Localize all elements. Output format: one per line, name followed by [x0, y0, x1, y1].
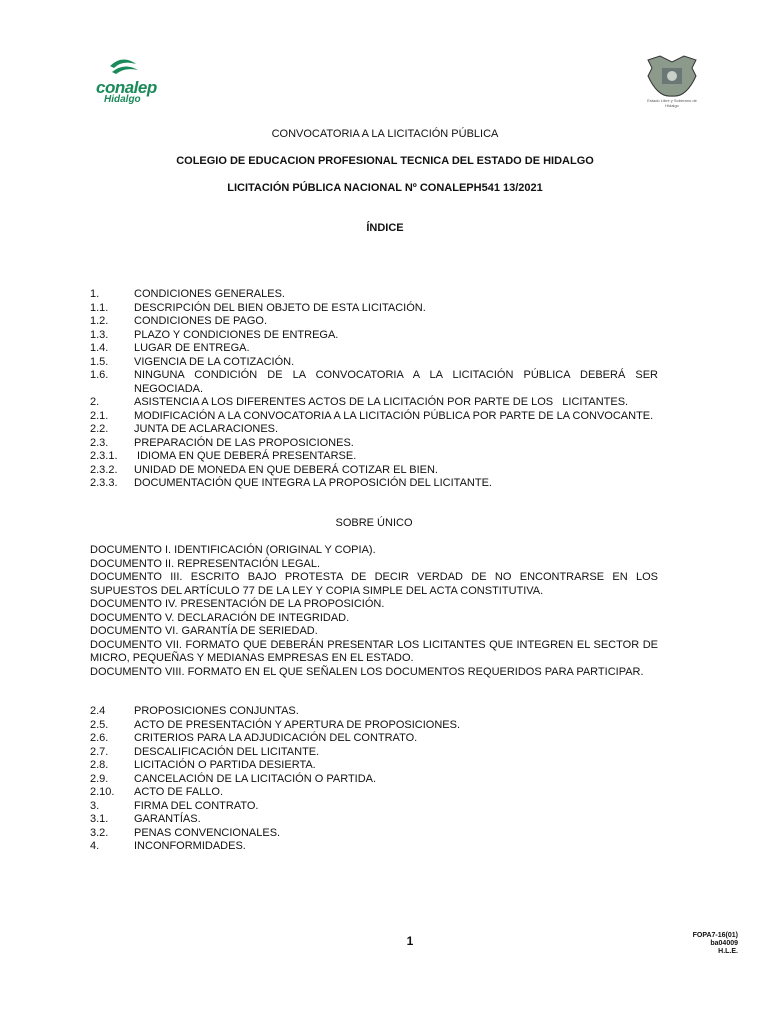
index-number: 2.8.: [90, 759, 109, 771]
logo-brand-text: conalep: [96, 78, 157, 97]
index-number: 3.: [90, 799, 100, 812]
index-number: 3.2.: [90, 826, 109, 839]
index-text: LICITACIÓN O PARTIDA DESIERTA.: [134, 759, 316, 771]
index-item: [90, 369, 658, 396]
index-number: 2.3.2.: [90, 463, 118, 476]
index-text: DOCUMENTACIÓN QUE INTEGRA LA PROPOSICIÓN DEL LICITANTE.: [134, 477, 492, 489]
hidalgo-seal-icon: [640, 54, 704, 98]
index-text: FIRMA DEL CONTRATO.: [134, 799, 259, 812]
index-item: [90, 356, 658, 370]
index-item: [90, 437, 658, 451]
index-text: PENAS CONVENCIONALES.: [134, 826, 281, 839]
index-item: [90, 464, 658, 478]
form-code-line: ba04009: [710, 940, 738, 947]
licitacion-number: LICITACIÓN PÚBLICA NACIONAL Nº CONALEPH541 13/2021: [227, 182, 543, 194]
index-item: [90, 800, 658, 814]
index-text: NINGUNA CONDICIÓN DE LA CONVOCATORIA A LA LICITACIÓN PÚBLICA DEBERÁ SER NEGOCIADA.: [134, 369, 658, 395]
document-item: DOCUMENTO I. IDENTIFICACIÓN (ORIGINAL Y COPIA).: [90, 544, 376, 556]
index-number: 4.: [90, 840, 100, 852]
index-item: [90, 315, 658, 329]
index-number: 2.3.3.: [90, 477, 118, 489]
index-text: IDIOMA EN QUE DEBERÁ PRESENTARSE.: [134, 450, 357, 462]
index-text: JUNTA DE ACLARACIONES.: [134, 423, 279, 435]
document-item: DOCUMENTO II. REPRESENTACIÓN LEGAL.: [90, 557, 321, 570]
index-item: [90, 786, 658, 800]
index-item: [90, 746, 658, 760]
index-list-part2: [90, 705, 658, 854]
sobre-heading: SOBRE ÚNICO: [335, 517, 413, 529]
form-code-line: H.L.E.: [718, 948, 738, 955]
index-number: 1.1.: [90, 301, 109, 314]
index-text: VIGENCIA DE LA COTIZACIÓN.: [134, 355, 295, 368]
index-text: ASISTENCIA A LOS DIFERENTES ACTOS DE LA LICITACIÓN POR PARTE DE LOS LICITANTES.: [134, 396, 629, 408]
index-text: DESCALIFICACIÓN DEL LICITANTE.: [134, 745, 320, 758]
index-number: 2.7.: [90, 745, 109, 758]
index-number: 2.1.: [90, 409, 109, 422]
index-text: ACTO DE FALLO.: [134, 786, 224, 798]
index-number: 2.3.: [90, 436, 109, 449]
index-text: CONDICIONES DE PAGO.: [134, 315, 268, 327]
index-text: PROPOSICIONES CONJUNTAS.: [134, 705, 299, 717]
index-item: [90, 813, 658, 827]
index-item: [90, 450, 658, 464]
index-text: PLAZO Y CONDICIONES DE ENTREGA.: [134, 328, 339, 341]
seal-caption: Estado Libre y Soberano de Hidalgo: [647, 98, 697, 108]
index-item: [90, 759, 658, 773]
index-list-part1: [90, 288, 658, 491]
state-seal-logo: [640, 54, 704, 118]
index-text: ACTO DE PRESENTACIÓN Y APERTURA DE PROPOSICIONES.: [134, 718, 461, 731]
index-text: UNIDAD DE MONEDA EN QUE DEBERÁ COTIZAR EL BIEN.: [134, 463, 438, 476]
document-item: DOCUMENTO VIII. FORMATO EN EL QUE SEÑALEN LOS DOCUMENTOS REQUERIDOS PARA PARTICIPAR.: [90, 665, 644, 678]
index-item: [90, 302, 658, 316]
conalep-logo: [92, 56, 162, 106]
index-number: 2.6.: [90, 732, 109, 744]
index-item: [90, 840, 658, 854]
index-item: [90, 410, 658, 424]
index-number: 1.3.: [90, 328, 109, 341]
index-number: 3.1.: [90, 813, 109, 825]
index-item: [90, 342, 658, 356]
index-number: 1.6.: [90, 369, 109, 381]
index-number: 1.4.: [90, 342, 109, 354]
index-text: CRITERIOS PARA LA ADJUDICACIÓN DEL CONTRATO.: [134, 732, 418, 744]
logo-sub-text: Hidalgo: [104, 94, 141, 105]
index-item: [90, 288, 658, 302]
document-item: DOCUMENTO V. DECLARACIÓN DE INTEGRIDAD.: [90, 611, 350, 624]
index-item: [90, 396, 658, 410]
index-heading: ÍNDICE: [366, 222, 404, 234]
page-number: 1: [406, 934, 414, 948]
index-number: 2.4: [90, 705, 106, 717]
document-item: DOCUMENTO IV. PRESENTACIÓN DE LA PROPOSICIÓN.: [90, 598, 385, 610]
index-item: [90, 732, 658, 746]
documents-list: [90, 544, 658, 679]
institution-name: COLEGIO DE EDUCACION PROFESIONAL TECNICA DEL ESTADO DE HIDALGO: [176, 155, 594, 167]
index-text: GARANTÍAS.: [134, 813, 201, 825]
index-number: 2.5.: [90, 718, 109, 731]
index-item: [90, 705, 658, 719]
index-text: MODIFICACIÓN A LA CONVOCATORIA A LA LICITACIÓN PÚBLICA POR PARTE DE LA CONVOCANTE.: [134, 409, 654, 422]
index-number: 1.5.: [90, 355, 109, 368]
form-code-line: FOPA7-16(01): [692, 932, 738, 939]
document-item: DOCUMENTO VI. GARANTÍA DE SERIEDAD.: [90, 625, 318, 637]
index-text: LUGAR DE ENTREGA.: [134, 342, 250, 354]
index-item: [90, 423, 658, 437]
index-number: 2.9.: [90, 772, 109, 785]
index-item: [90, 719, 658, 733]
index-number: 2.10.: [90, 786, 115, 798]
index-item: [90, 827, 658, 841]
index-item: [90, 329, 658, 343]
index-number: 2.3.1.: [90, 450, 118, 462]
form-code: [660, 932, 738, 956]
index-number: 2.2.: [90, 423, 109, 435]
index-text: PREPARACIÓN DE LAS PROPOSICIONES.: [134, 436, 354, 449]
index-text: INCONFORMIDADES.: [134, 840, 246, 852]
document-item: DOCUMENTO VII. FORMATO QUE DEBERÁN PRESENTAR LOS LICITANTES QUE INTEGREN EL SECTOR DE MICRO, PEQUEÑAS Y MEDIANAS EMPRESAS EN EL ESTADO.: [90, 638, 658, 664]
index-item: [90, 477, 658, 491]
index-number: 1.2.: [90, 315, 109, 327]
index-text: CANCELACIÓN DE LA LICITACIÓN O PARTIDA.: [134, 772, 377, 785]
index-number: 2.: [90, 396, 100, 408]
index-text: DESCRIPCIÓN DEL BIEN OBJETO DE ESTA LICITACIÓN.: [134, 301, 426, 314]
document-item: DOCUMENTO III. ESCRITO BAJO PROTESTA DE DECIR VERDAD DE NO ENCONTRARSE EN LOS SUPUESTOS DEL ARTÍCULO 77 DE LA LEY Y COPIA SIMPLE DEL ACTA CONSTITUTIVA.: [90, 571, 658, 597]
index-text: CONDICIONES GENERALES.: [134, 288, 285, 300]
index-item: [90, 773, 658, 787]
index-number: 1.: [90, 288, 100, 300]
document-title: CONVOCATORIA A LA LICITACIÓN PÚBLICA: [271, 128, 499, 140]
